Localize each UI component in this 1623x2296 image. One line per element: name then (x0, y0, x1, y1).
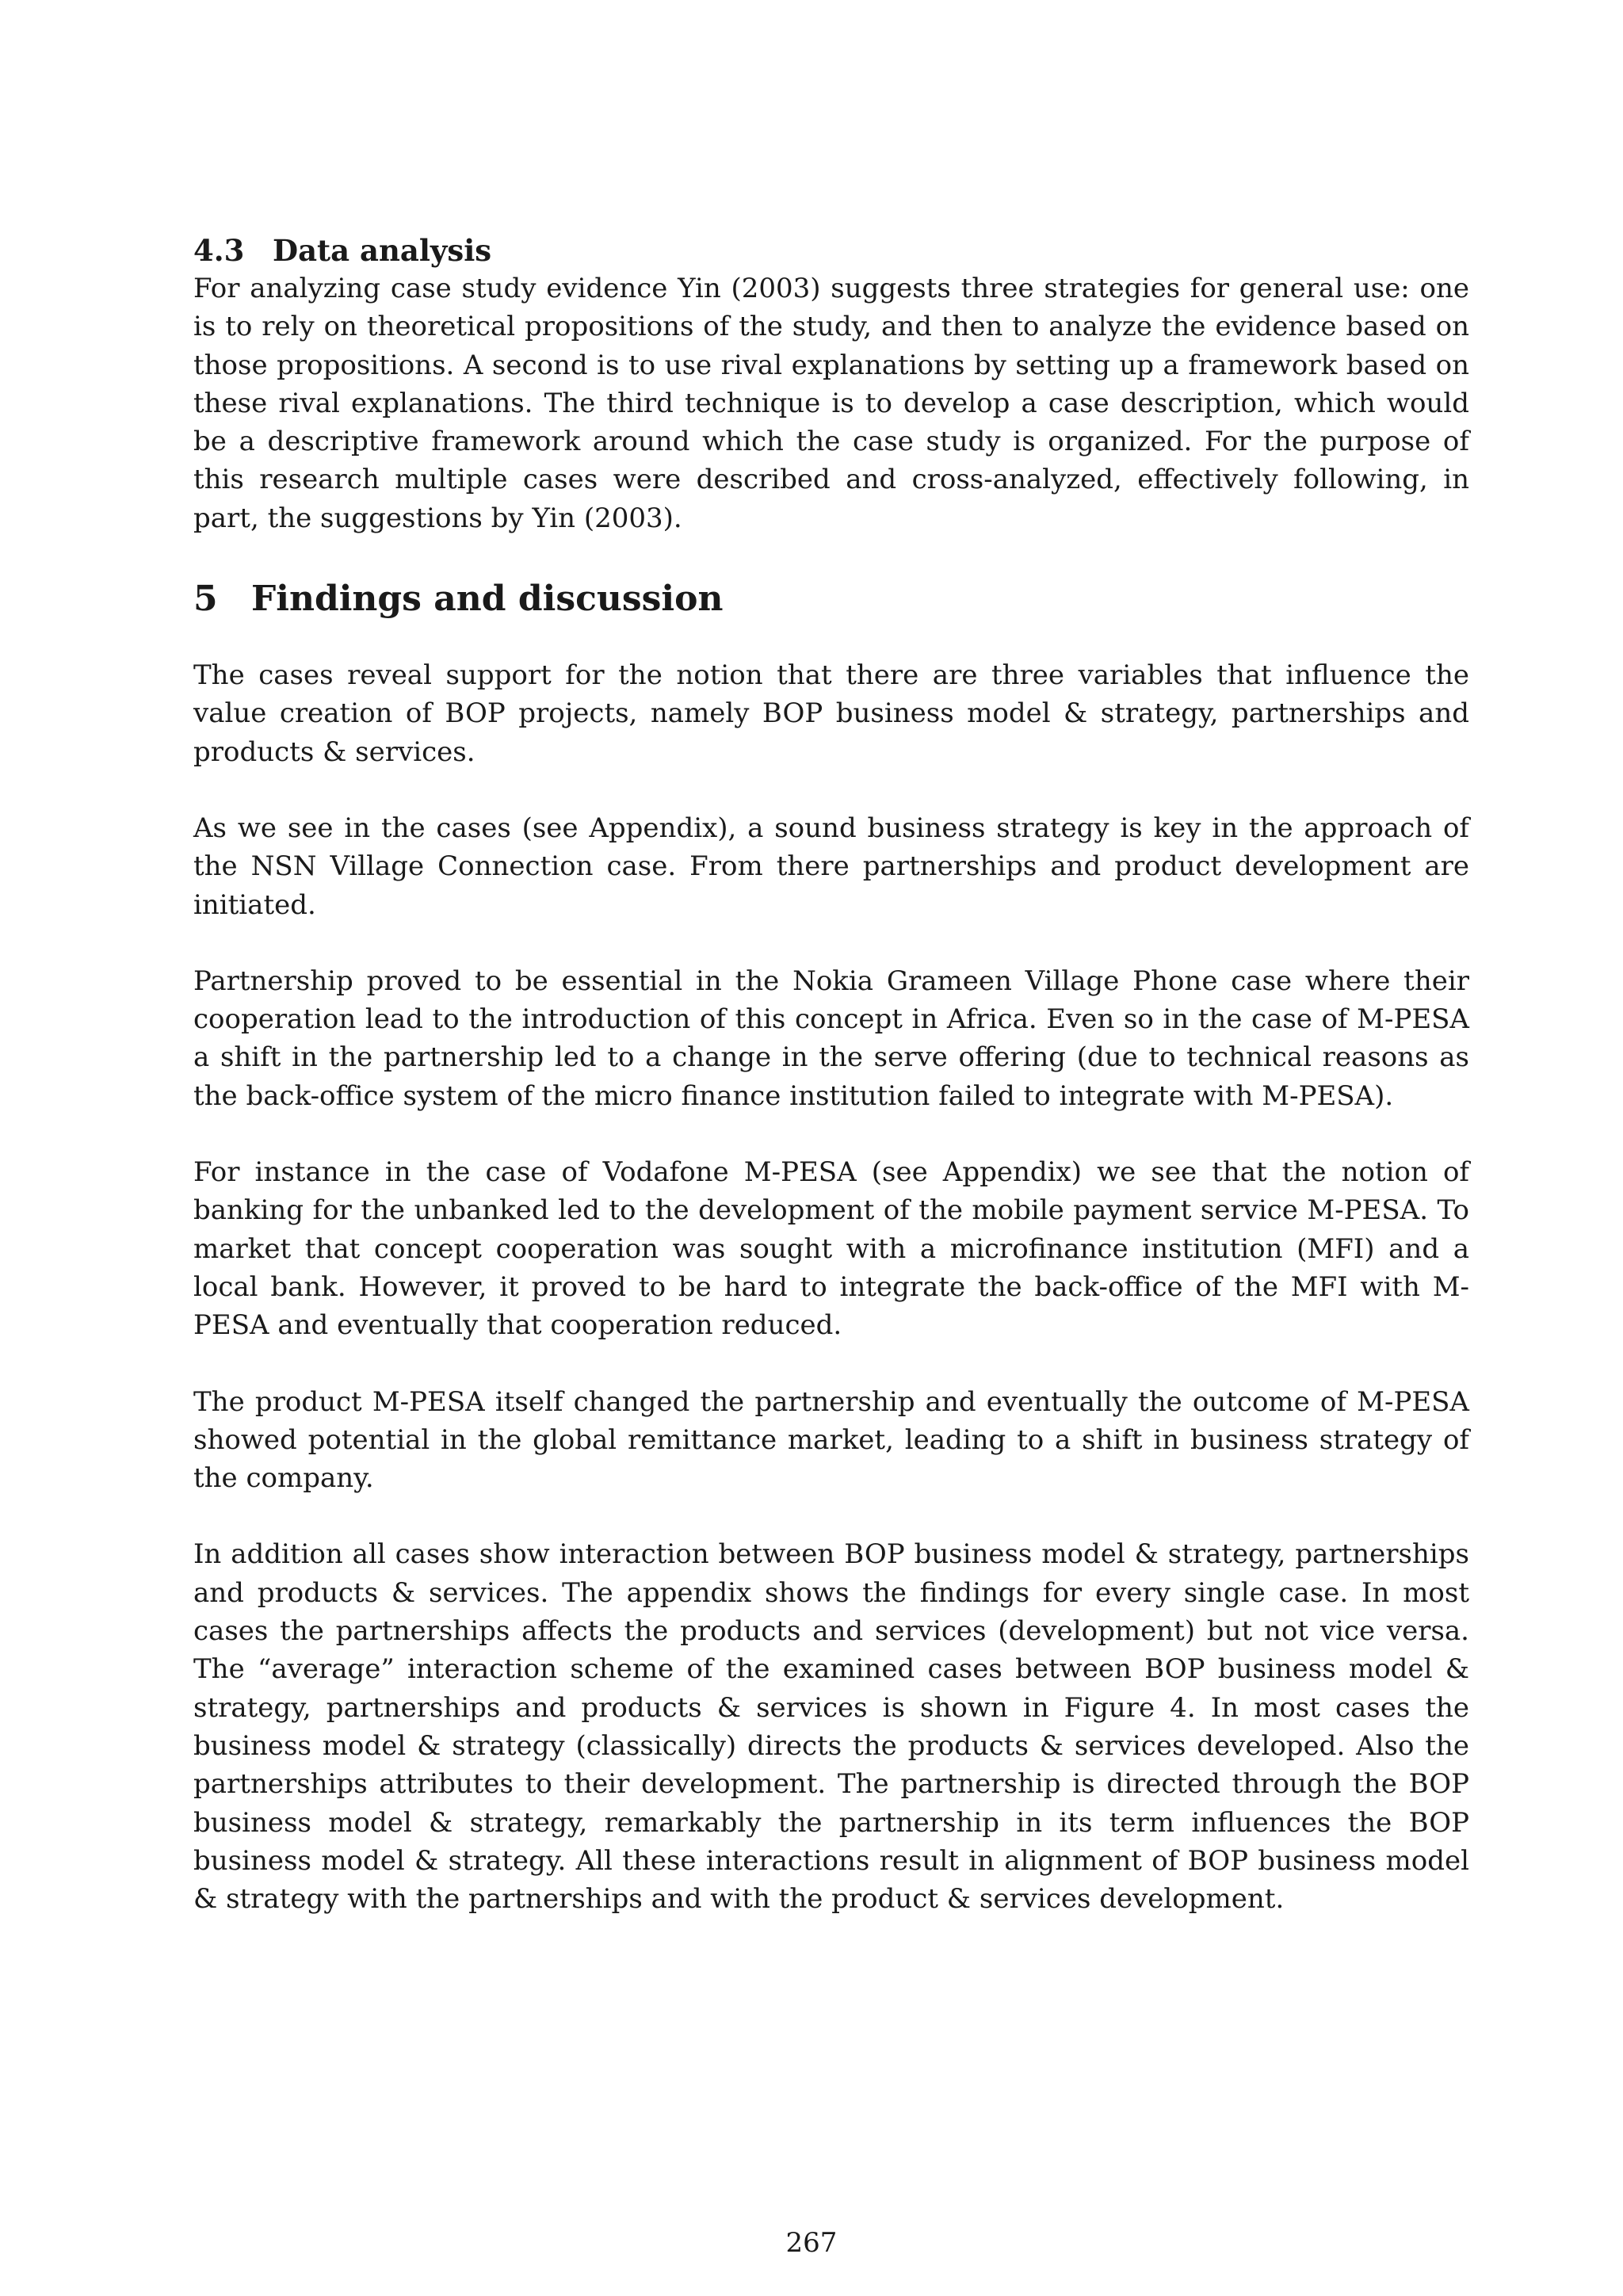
section-number: 5 (193, 579, 218, 620)
subsection-number: 4.3 (193, 233, 245, 268)
subsection-heading (193, 231, 1469, 269)
subsection-title: Data analysis (273, 233, 492, 268)
findings-paragraph-4: For instance in the case of Vodafone M-PESA (see Appendix) we see that the notion of banking for the unbanked led to the development of the mobile payment service M-PESA. To market that concept cooperation was sought with a microfinance institution (MFI) and a local bank. However, it proved to be hard to integrate the back-office of the MFI with M-PESA and eventually that cooperation reduced. (193, 1156, 1469, 1342)
page-content (193, 231, 1469, 1918)
section-body (193, 656, 1469, 1918)
findings-paragraph-3: Partnership proved to be essential in the Nokia Grameen Village Phone case where their cooperation lead to the introduction of this concept in Africa. Even so in the case of M-PESA a shift in the partnership led to a change in the serve offering (due to technical reasons as the back-office system of the micro finance institution failed to integrate with M-PESA). (193, 965, 1469, 1112)
findings-paragraph-1: The cases reveal support for the notion that there are three variables that influence the value creation of BOP projects, namely BOP business model & strategy, partnerships and products & services. (193, 659, 1469, 768)
findings-paragraph-5: The product M-PESA itself changed the partnership and eventually the outcome of M-PESA showed potential in the global remittance market, leading to a shift in business strategy of the company. (193, 1385, 1469, 1495)
page-number: 267 (785, 2227, 838, 2259)
findings-paragraph-2: As we see in the cases (see Appendix), a sound business strategy is key in the approach of the NSN Village Connection case. From there partnerships and product development are initiated. (193, 812, 1469, 921)
data-analysis-paragraph: For analyzing case study evidence Yin (2003) suggests three strategies for general use: one is to rely on theoretical propositions of the study, and then to analyze the evidence based on those propositions. A second is to use rival explanations by setting up a framework based on these rival explanations. The third technique is to develop a case description, which would be a descriptive framework around which the case study is organized. For the purpose of this research multiple cases were described and cross-analyzed, effectively following, in part, the suggestions by Yin (2003). (193, 273, 1469, 534)
section-heading (193, 577, 1469, 621)
findings-paragraph-6: In addition all cases show interaction between BOP business model & strategy, partnerships and products & services. The appendix shows the findings for every single case. In most cases the partnerships affects the products and services (development) but not vice versa. The “average” interaction scheme of the examined cases between BOP business model & strategy, partnerships and products & services is shown in Figure 4. In most cases the business model & strategy (classically) directs the products & services developed. Also the partnerships attributes to their development. The partnership is directed through the BOP business model & strategy, remarkably the partnership in its term influences the BOP business model & strategy. All these interactions result in alignment of BOP business model & strategy with the partnerships and with the product & services development. (193, 1538, 1469, 1916)
section-title: Findings and discussion (251, 579, 724, 620)
